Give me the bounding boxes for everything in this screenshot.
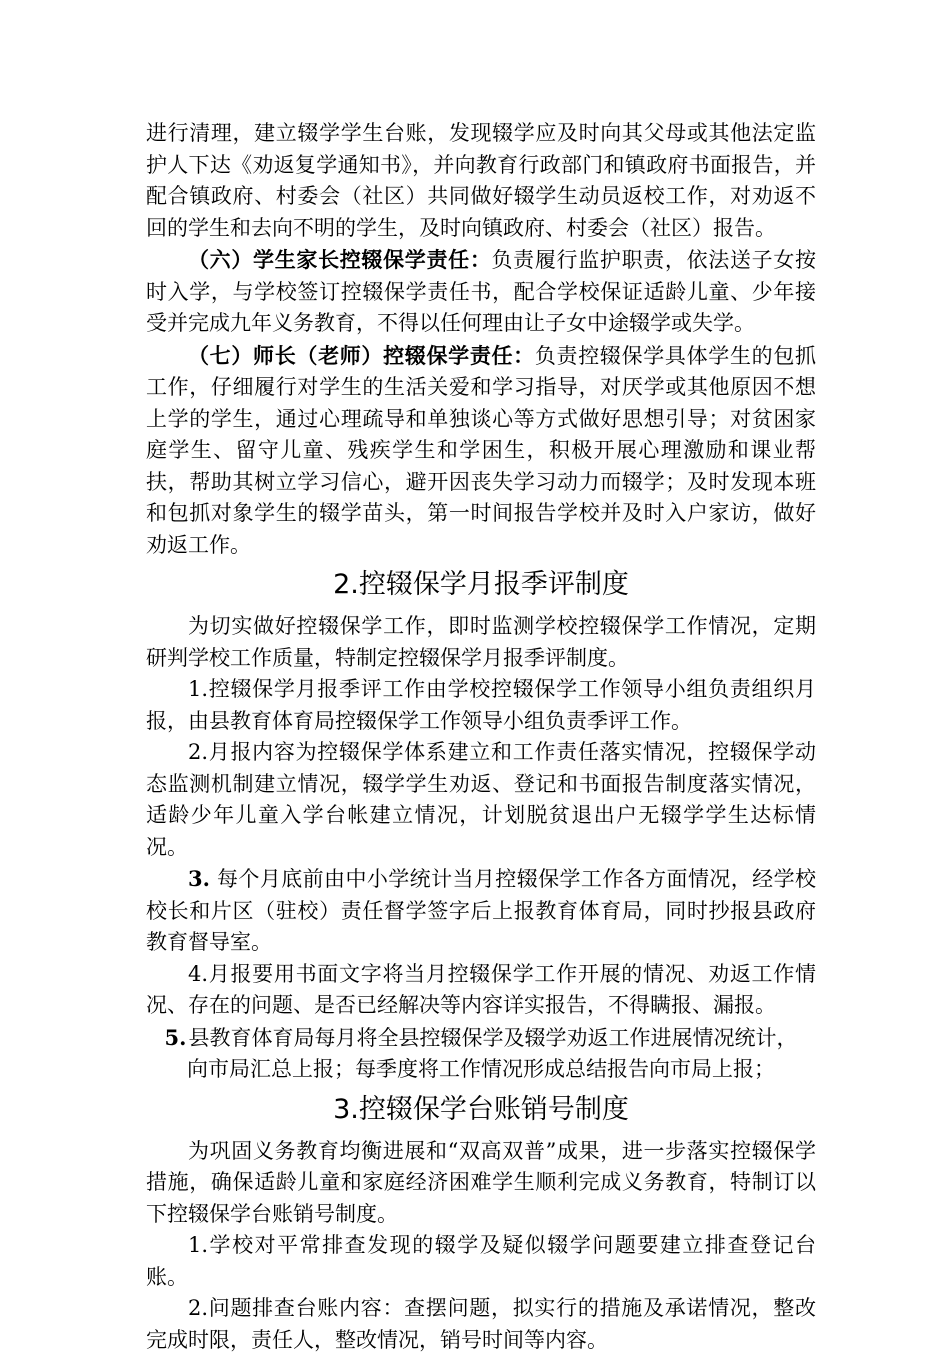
item-5-line-1: 县教育体育局每月将全县控辍保学及辍学劝返工作进展情况统计， [188,1025,798,1050]
teacher-responsibility-heading: （七）师长（老师）控辍保学责任： [188,342,535,368]
paragraph-parent-responsibility [146,244,816,340]
item-3-text: 每个月底前由中小学统计当月控辍保学工作各方面情况，经学校校长和片区（驻校）责任督学签字后上报教育体育局，同时抄报县政府教育督导室。 [146,867,816,954]
monthly-report-item-1: 1.控辍保学月报季评工作由学校控辍保学工作领导小组负责组织月报，由县教育体育局控辍保学工作领导小组负责季评工作。 [146,677,816,733]
section-heading-monthly-report: 2.控辍保学月报季评制度 [333,569,629,600]
monthly-report-item-2: 2.月报内容为控辍保学体系建立和工作责任落实情况，控辍保学动态监测机制建立情况，辍学学生劝返、登记和书面报告制度落实情况，适龄少年儿童入学台帐建立情况，计划脱贫退出户无辍学学生达标情况。 [146,740,816,859]
paragraph-teacher-responsibility [146,340,816,562]
teacher-responsibility-text: 负责控辍保学具体学生的包抓工作，仔细履行对学生的生活关爱和学习指导，对厌学或其他原因不想上学的学生，通过心理疏导和单独谈心等方式做好思想引导；对贫困家庭学生、留守儿童、残疾学生和学困生，积极开展心理激励和课业帮扶，帮助其树立学习信心，避开因丧失学习动力而辍学；及时发现本班和包抓对象学生的辍学苗头，第一时间报告学校并及时入户家访，做好劝返工作。 [146,343,817,557]
paragraph-dropout-register: 进行清理，建立辍学学生台账，发现辍学应及时向其父母或其他法定监护人下达《劝返复学通知书》，并向教育行政部门和镇政府书面报告，并配合镇政府、村委会（社区）共同做好辍学生动员返校工作，对劝返不回的学生和去向不明的学生，及时向镇政府、村委会（社区）报告。 [146,121,816,240]
monthly-report-item-3 [146,863,816,959]
monthly-report-intro: 为切实做好控辍保学工作，即时监测学校控辍保学工作情况，定期研判学校工作质量，特制定控辍保学月报季评制度。 [146,614,816,670]
section-heading-ledger-cancellation: 3.控辍保学台账销号制度 [333,1093,629,1125]
item-3-number: 3. [188,866,210,891]
ledger-item-2: 2.问题排查台账内容：查摆问题，拟实行的措施及承诺情况，整改完成时限，责任人，整改情况，销号时间等内容。 [146,1296,816,1352]
parent-responsibility-text: 负责履行监护职责，依法送子女按时入学，与学校签订控辍保学责任书，配合学校保证适龄儿童、少年接受并完成九年义务教育，不得以任何理由让子女中途辍学或失学。 [146,248,816,335]
monthly-report-item-4: 4.月报要用书面文字将当月控辍保学工作开展的情况、劝返工作情况、存在的问题、是否已经解决等内容详实报告，不得瞒报、漏报。 [146,961,816,1017]
monthly-report-item-5 [146,1022,816,1086]
parent-responsibility-heading: （六）学生家长控辍保学责任： [188,247,492,272]
document-body [146,118,816,1356]
ledger-intro: 为巩固义务教育均衡进展和“双高双普”成果，进一步落实控辍保学措施，确保适龄儿童和家庭经济困难学生顺利完成义务教育，特制订以下控辍保学台账销号制度。 [146,1138,816,1226]
ledger-item-1: 1.学校对平常排查发现的辍学及疑似辍学问题要建立排查登记台账。 [146,1233,816,1289]
item-5-number: 5. [164,1024,187,1050]
item-5-line-2: 向市局汇总上报；每季度将工作情况形成总结报告向市局上报； [187,1057,775,1081]
